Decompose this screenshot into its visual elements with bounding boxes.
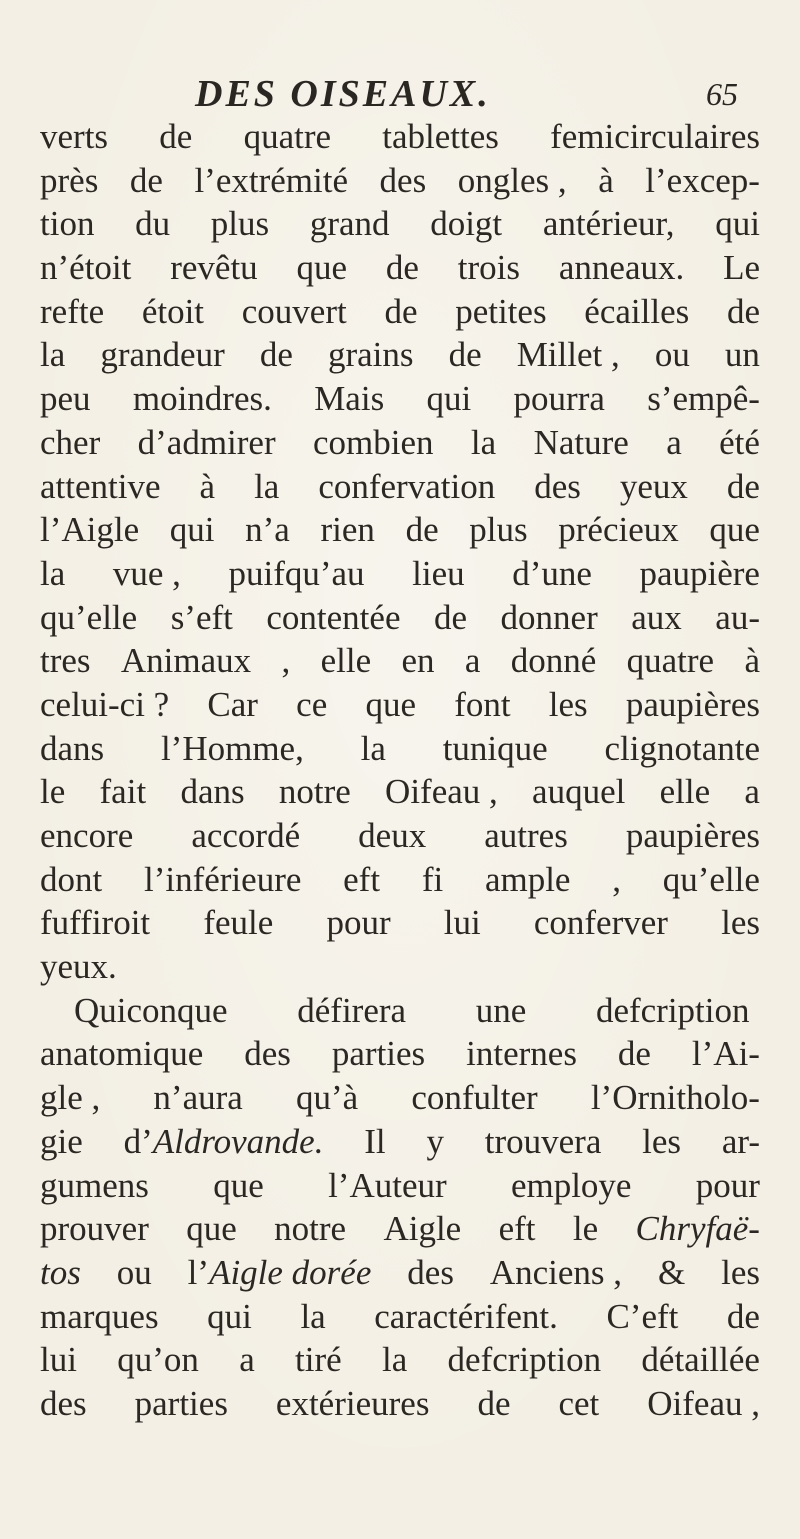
word: a bbox=[464, 641, 481, 681]
word: l’Aigle dorée bbox=[187, 1252, 372, 1292]
text-line bbox=[40, 945, 760, 989]
word: de bbox=[129, 160, 163, 200]
word: couvert bbox=[241, 291, 347, 331]
word: qu’on bbox=[117, 1340, 199, 1380]
text-line bbox=[40, 377, 760, 421]
word: les bbox=[642, 1121, 682, 1161]
word: s’eft bbox=[170, 597, 233, 637]
word: rien bbox=[320, 510, 375, 550]
page-number: 65 bbox=[706, 76, 738, 112]
word: pour bbox=[326, 903, 391, 943]
word: gle , bbox=[40, 1078, 101, 1118]
text-line bbox=[40, 1164, 760, 1208]
word: une bbox=[475, 990, 527, 1030]
word: caractérifent. bbox=[374, 1296, 558, 1336]
word: encore bbox=[40, 816, 134, 855]
text-line bbox=[40, 1338, 760, 1382]
word: a bbox=[744, 772, 760, 812]
word: antérieur, bbox=[542, 204, 675, 244]
word: eft bbox=[498, 1209, 536, 1249]
word: marques bbox=[40, 1296, 159, 1336]
text-line bbox=[40, 989, 760, 1033]
word: contentée bbox=[266, 597, 401, 637]
word: anneaux. bbox=[558, 248, 685, 288]
word: employe bbox=[510, 1165, 632, 1205]
text-line bbox=[40, 858, 760, 902]
word: tion bbox=[40, 204, 95, 244]
word: pour bbox=[695, 1165, 760, 1205]
word: dont bbox=[40, 859, 103, 899]
word: tablettes bbox=[382, 117, 499, 156]
text-line bbox=[40, 159, 760, 203]
word: petites bbox=[455, 291, 547, 331]
word: étoit bbox=[141, 291, 205, 331]
word: des bbox=[244, 1034, 291, 1074]
word: à bbox=[199, 466, 216, 506]
word: de bbox=[477, 1383, 511, 1423]
word: de bbox=[448, 335, 482, 375]
word: conferver bbox=[533, 903, 668, 943]
text-line bbox=[40, 333, 760, 377]
word: parties bbox=[331, 1034, 426, 1074]
word: des bbox=[407, 1252, 454, 1292]
word: de bbox=[384, 291, 418, 331]
text-line bbox=[40, 596, 760, 640]
word: de bbox=[385, 248, 419, 288]
word: du bbox=[135, 204, 171, 244]
word: combien bbox=[313, 422, 434, 462]
word: grand bbox=[309, 204, 390, 244]
word: femicirculaires bbox=[550, 117, 760, 156]
word: les bbox=[548, 684, 588, 724]
word: l’extrémité bbox=[194, 160, 348, 200]
word: gie bbox=[40, 1121, 83, 1161]
word: précieux bbox=[558, 510, 679, 550]
word: la bbox=[360, 728, 386, 768]
text-line bbox=[40, 421, 760, 465]
word: à bbox=[744, 641, 760, 681]
text-line bbox=[40, 1207, 760, 1251]
word: peu bbox=[40, 379, 91, 419]
text-line bbox=[40, 1295, 760, 1339]
text-line bbox=[40, 1382, 760, 1426]
word: Oifeau , bbox=[385, 772, 498, 812]
word: Le bbox=[723, 248, 760, 288]
word: détaillée bbox=[641, 1340, 760, 1380]
word: verts bbox=[40, 117, 109, 156]
word: plus bbox=[469, 510, 528, 550]
word: cet bbox=[558, 1383, 600, 1423]
text-line bbox=[40, 508, 760, 552]
word: revêtu bbox=[170, 248, 258, 288]
word: Il bbox=[364, 1121, 386, 1161]
body-text bbox=[40, 115, 760, 1426]
word: confulter bbox=[411, 1078, 538, 1118]
word: tres bbox=[40, 641, 91, 681]
word: ou bbox=[116, 1252, 152, 1292]
text-line bbox=[40, 727, 760, 771]
word: vue , bbox=[112, 553, 181, 593]
text-line bbox=[40, 246, 760, 290]
word: qui bbox=[207, 1296, 252, 1336]
word: Oifeau , bbox=[647, 1383, 760, 1423]
text-line bbox=[40, 1032, 760, 1076]
word: confervation bbox=[318, 466, 496, 506]
word: ample bbox=[484, 859, 571, 899]
word: grains bbox=[327, 335, 414, 375]
word: elle bbox=[320, 641, 372, 681]
word: Nature bbox=[533, 422, 629, 462]
word: de bbox=[726, 1296, 760, 1336]
word: que bbox=[296, 248, 348, 288]
word: celui-ci ? bbox=[40, 684, 170, 724]
word: dans bbox=[180, 772, 245, 812]
word: qu’elle bbox=[40, 597, 138, 637]
word: au- bbox=[715, 597, 760, 637]
word: n’a bbox=[245, 510, 290, 550]
word: ar- bbox=[721, 1121, 760, 1161]
word: font bbox=[454, 684, 511, 724]
word: s’empê- bbox=[647, 379, 760, 419]
word: qui bbox=[715, 204, 760, 244]
word: des bbox=[534, 466, 581, 506]
word: ce bbox=[296, 684, 328, 724]
word: qu’à bbox=[295, 1078, 359, 1118]
word: tos bbox=[40, 1252, 81, 1292]
word: à bbox=[598, 160, 614, 200]
word: de bbox=[259, 335, 293, 375]
word: pourra bbox=[513, 379, 605, 419]
word: yeux bbox=[619, 466, 688, 506]
text-line bbox=[40, 465, 760, 509]
running-title: DES OISEAUX. bbox=[195, 73, 491, 115]
word: fait bbox=[99, 772, 147, 812]
word: Anciens , bbox=[489, 1252, 623, 1292]
word: Mais bbox=[314, 379, 385, 419]
text-line bbox=[40, 639, 760, 683]
word: la bbox=[40, 335, 66, 375]
word: a bbox=[666, 422, 682, 462]
word: lui bbox=[443, 903, 481, 943]
word: defcription bbox=[595, 990, 750, 1030]
word: de bbox=[405, 510, 439, 550]
word: tiré bbox=[295, 1340, 342, 1380]
word: dans bbox=[40, 728, 105, 768]
word: Quiconque bbox=[74, 990, 228, 1030]
word: extérieures bbox=[275, 1383, 430, 1423]
word: l’inférieure bbox=[143, 859, 302, 899]
text-line bbox=[40, 901, 760, 945]
word: ongles , bbox=[457, 160, 567, 200]
word: defcription bbox=[447, 1340, 602, 1380]
text-line bbox=[40, 770, 760, 814]
word: qui bbox=[426, 379, 472, 419]
text-line bbox=[40, 202, 760, 246]
word: la bbox=[254, 466, 280, 506]
word: la bbox=[381, 1340, 408, 1380]
word: clignotante bbox=[604, 728, 760, 768]
word: doigt bbox=[430, 204, 503, 244]
word: tunique bbox=[442, 728, 548, 768]
word: donné bbox=[510, 641, 597, 681]
word: , bbox=[612, 859, 621, 899]
word: Car bbox=[207, 684, 258, 724]
word: a bbox=[239, 1340, 255, 1380]
word: & bbox=[657, 1252, 686, 1292]
word: aux bbox=[631, 597, 682, 637]
word: des bbox=[379, 160, 427, 200]
word: l’Aigle bbox=[40, 510, 140, 550]
word: anatomique bbox=[40, 1034, 204, 1074]
word: que bbox=[213, 1165, 264, 1205]
text-line bbox=[40, 1076, 760, 1120]
word: grandeur bbox=[100, 335, 225, 375]
word: prouver bbox=[40, 1209, 149, 1249]
word: trois bbox=[457, 248, 521, 288]
word: quatre bbox=[626, 641, 715, 681]
word: plus bbox=[210, 204, 270, 244]
word: Animaux bbox=[120, 641, 252, 681]
word: de bbox=[726, 466, 760, 506]
word: l’Homme, bbox=[160, 728, 304, 768]
word: cher bbox=[40, 422, 101, 462]
word: qui bbox=[169, 510, 215, 550]
word: , bbox=[281, 641, 291, 681]
word: défirera bbox=[297, 990, 407, 1030]
word: lieu bbox=[412, 553, 465, 593]
word: la bbox=[300, 1296, 326, 1336]
word: y bbox=[426, 1121, 444, 1161]
word: la bbox=[470, 422, 497, 462]
word: été bbox=[719, 422, 760, 462]
word: accordé bbox=[191, 816, 301, 855]
word: puifqu’au bbox=[228, 553, 365, 593]
word: attentive bbox=[40, 466, 161, 506]
word: que bbox=[186, 1209, 237, 1249]
text-line bbox=[40, 814, 760, 858]
word: C’eft bbox=[606, 1296, 679, 1336]
text-line bbox=[40, 683, 760, 727]
word: moindres. bbox=[132, 379, 272, 419]
word: ou bbox=[654, 335, 690, 375]
word: refte bbox=[40, 291, 105, 331]
word: des bbox=[40, 1383, 87, 1423]
word: le bbox=[572, 1209, 599, 1249]
word: parties bbox=[134, 1383, 228, 1423]
word: gumens bbox=[40, 1165, 149, 1205]
word: de bbox=[617, 1034, 651, 1074]
word: deux bbox=[358, 816, 427, 855]
word: Aigle bbox=[383, 1209, 462, 1249]
word: n’aura bbox=[153, 1078, 243, 1118]
word: quatre bbox=[243, 117, 332, 156]
word: trouvera bbox=[484, 1121, 602, 1161]
word: près bbox=[40, 160, 99, 200]
word: n’étoit bbox=[40, 248, 132, 288]
word: internes bbox=[466, 1034, 577, 1074]
word: Millet , bbox=[516, 335, 620, 375]
word: notre bbox=[278, 772, 351, 812]
word: feule bbox=[203, 903, 274, 943]
word: lui bbox=[40, 1340, 77, 1380]
word: fuffiroit bbox=[40, 903, 151, 943]
word: l’Ai- bbox=[691, 1034, 760, 1074]
word: écailles bbox=[584, 291, 690, 331]
word: le bbox=[40, 772, 66, 812]
word: les bbox=[721, 903, 760, 943]
word: l’Ornitholo- bbox=[590, 1078, 760, 1118]
word: l’Auteur bbox=[328, 1165, 447, 1205]
text-line bbox=[40, 115, 760, 159]
word: paupière bbox=[639, 553, 760, 593]
word: d’une bbox=[512, 553, 592, 593]
word: elle bbox=[659, 772, 711, 812]
word: qu’elle bbox=[662, 859, 760, 899]
word: de bbox=[159, 117, 193, 156]
word: d’admirer bbox=[137, 422, 276, 462]
word: que bbox=[709, 510, 760, 550]
word: la bbox=[40, 553, 66, 593]
word: paupières bbox=[625, 816, 760, 855]
word: d’Aldrovande. bbox=[123, 1121, 324, 1161]
text-line bbox=[40, 552, 760, 596]
word: un bbox=[724, 335, 760, 375]
word: de bbox=[726, 291, 760, 331]
word: autres bbox=[484, 816, 568, 855]
word: eft bbox=[343, 859, 381, 899]
word: paupières bbox=[625, 684, 760, 724]
text-line bbox=[40, 290, 760, 334]
word: en bbox=[401, 641, 435, 681]
word: que bbox=[365, 684, 416, 724]
word: auquel bbox=[532, 772, 626, 812]
word: yeux. bbox=[40, 947, 117, 987]
word: les bbox=[721, 1252, 760, 1292]
text-line bbox=[40, 1251, 760, 1295]
word: notre bbox=[274, 1209, 347, 1249]
word: fi bbox=[421, 859, 444, 899]
word: donner bbox=[500, 597, 598, 637]
word: l’excep- bbox=[645, 160, 760, 200]
word: Chryfaë- bbox=[635, 1209, 760, 1249]
word: de bbox=[433, 597, 468, 637]
text-line bbox=[40, 1120, 760, 1164]
